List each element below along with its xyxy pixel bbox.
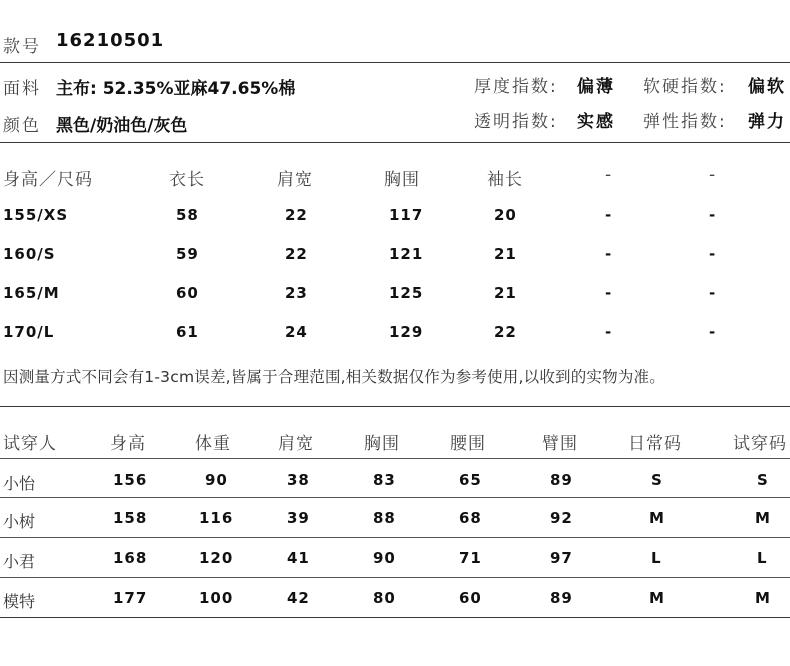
fit-header-cell: 身高 (110, 434, 146, 454)
divider (0, 406, 790, 407)
size-cell: 160/S (3, 245, 56, 263)
size-cell: 117 (389, 206, 424, 224)
fit-cell: S (651, 471, 663, 489)
size-cell: - (709, 245, 717, 263)
fit-cell: 42 (287, 589, 310, 607)
fit-cell-name: 模特 (3, 592, 36, 611)
measurement-note: 因测量方式不同会有1-3cm误差,皆属于合理范围,相关数据仅作为参考使用,以收到的实物为准。 (3, 368, 665, 386)
size-cell: 21 (494, 284, 517, 302)
size-cell: - (709, 284, 717, 302)
size-table-row (0, 323, 790, 353)
size-header-cell: 肩宽 (277, 170, 313, 190)
fit-cell: 39 (287, 509, 310, 527)
fit-cell: L (651, 549, 662, 567)
size-cell: 58 (176, 206, 199, 224)
size-cell: 155/XS (3, 206, 69, 224)
fit-cell: 83 (373, 471, 396, 489)
size-cell: 165/M (3, 284, 60, 302)
size-cell: - (709, 206, 717, 224)
fit-cell: 89 (550, 589, 573, 607)
fabric-value: 主布: 52.35%亚麻47.65%棉 (56, 79, 296, 99)
divider (0, 458, 790, 459)
size-cell: 59 (176, 245, 199, 263)
size-cell: - (709, 323, 717, 341)
size-cell: 125 (389, 284, 424, 302)
fit-cell: 41 (287, 549, 310, 567)
size-header-cell: 衣长 (169, 170, 205, 190)
thickness-index-label: 厚度指数: (474, 77, 558, 97)
fit-cell: S (757, 471, 769, 489)
transparency-index-label: 透明指数: (474, 112, 558, 132)
divider (0, 497, 790, 498)
fit-header-cell: 日常码 (628, 434, 682, 454)
size-table-row (0, 284, 790, 314)
size-cell: 61 (176, 323, 199, 341)
fit-cell: 177 (113, 589, 148, 607)
fit-cell: M (755, 509, 771, 527)
fit-cell: 89 (550, 471, 573, 489)
fit-cell: 120 (199, 549, 234, 567)
size-cell: 170/L (3, 323, 55, 341)
fit-cell-name: 小树 (3, 512, 36, 531)
fit-table-row (0, 549, 790, 579)
divider (0, 537, 790, 538)
fit-header-cell: 试穿码 (733, 434, 787, 454)
fit-cell: M (649, 509, 665, 527)
style-number-value: 16210501 (56, 30, 165, 51)
fit-cell: 90 (373, 549, 396, 567)
fit-cell: M (649, 589, 665, 607)
size-cell: 21 (494, 245, 517, 263)
fit-header-cell: 臂围 (542, 434, 578, 454)
size-table-header (0, 165, 790, 195)
fit-table-row (0, 509, 790, 539)
size-cell: 24 (285, 323, 308, 341)
fit-cell: 97 (550, 549, 573, 567)
thickness-index-value: 偏薄 (577, 77, 615, 97)
fit-cell: 100 (199, 589, 234, 607)
fit-cell: 60 (459, 589, 482, 607)
size-cell: - (605, 323, 613, 341)
fit-cell: 116 (199, 509, 234, 527)
fit-table-row (0, 589, 790, 619)
size-table-row (0, 206, 790, 236)
fit-cell-name: 小怡 (3, 474, 36, 493)
size-cell: - (605, 206, 613, 224)
fit-cell: 80 (373, 589, 396, 607)
size-cell: 22 (285, 245, 308, 263)
size-cell: 23 (285, 284, 308, 302)
size-header-cell: - (605, 165, 613, 185)
elasticity-index-label: 弹性指数: (643, 112, 727, 132)
size-cell: - (605, 284, 613, 302)
fit-cell: 168 (113, 549, 148, 567)
fit-cell: L (757, 549, 768, 567)
size-cell: 129 (389, 323, 424, 341)
divider (0, 62, 790, 63)
transparency-index-value: 实感 (577, 112, 615, 132)
size-header-cell: 身高／尺码 (3, 170, 93, 190)
divider (0, 142, 790, 143)
softness-index-label: 软硬指数: (643, 77, 727, 97)
fit-header-cell: 肩宽 (278, 434, 314, 454)
size-header-cell: 袖长 (487, 170, 523, 190)
divider (0, 617, 790, 618)
fit-header-cell: 试穿人 (3, 434, 57, 454)
size-header-cell: - (709, 165, 717, 185)
fit-header-cell: 胸围 (364, 434, 400, 454)
fit-cell: 92 (550, 509, 573, 527)
size-cell: 121 (389, 245, 424, 263)
fit-cell: 71 (459, 549, 482, 567)
fit-cell: 158 (113, 509, 148, 527)
fit-cell: 90 (205, 471, 228, 489)
fit-cell: M (755, 589, 771, 607)
fit-cell: 38 (287, 471, 310, 489)
size-cell: 22 (285, 206, 308, 224)
fit-cell: 68 (459, 509, 482, 527)
size-cell: 60 (176, 284, 199, 302)
elasticity-index-value: 弹力 (748, 112, 786, 132)
fit-header-cell: 腰围 (450, 434, 486, 454)
style-number-label: 款号 (3, 37, 41, 57)
size-cell: 20 (494, 206, 517, 224)
fit-cell-name: 小君 (3, 552, 36, 571)
color-value: 黑色/奶油色/灰色 (56, 116, 188, 136)
fit-cell: 156 (113, 471, 148, 489)
fit-header-cell: 体重 (195, 434, 231, 454)
size-header-cell: 胸围 (384, 170, 420, 190)
size-cell: 22 (494, 323, 517, 341)
size-cell: - (605, 245, 613, 263)
fabric-label: 面料 (3, 79, 41, 99)
softness-index-value: 偏软 (748, 77, 786, 97)
size-table-row (0, 245, 790, 275)
fit-cell: 88 (373, 509, 396, 527)
fit-table-header (0, 429, 790, 459)
color-label: 颜色 (3, 116, 41, 136)
divider (0, 577, 790, 578)
fit-cell: 65 (459, 471, 482, 489)
